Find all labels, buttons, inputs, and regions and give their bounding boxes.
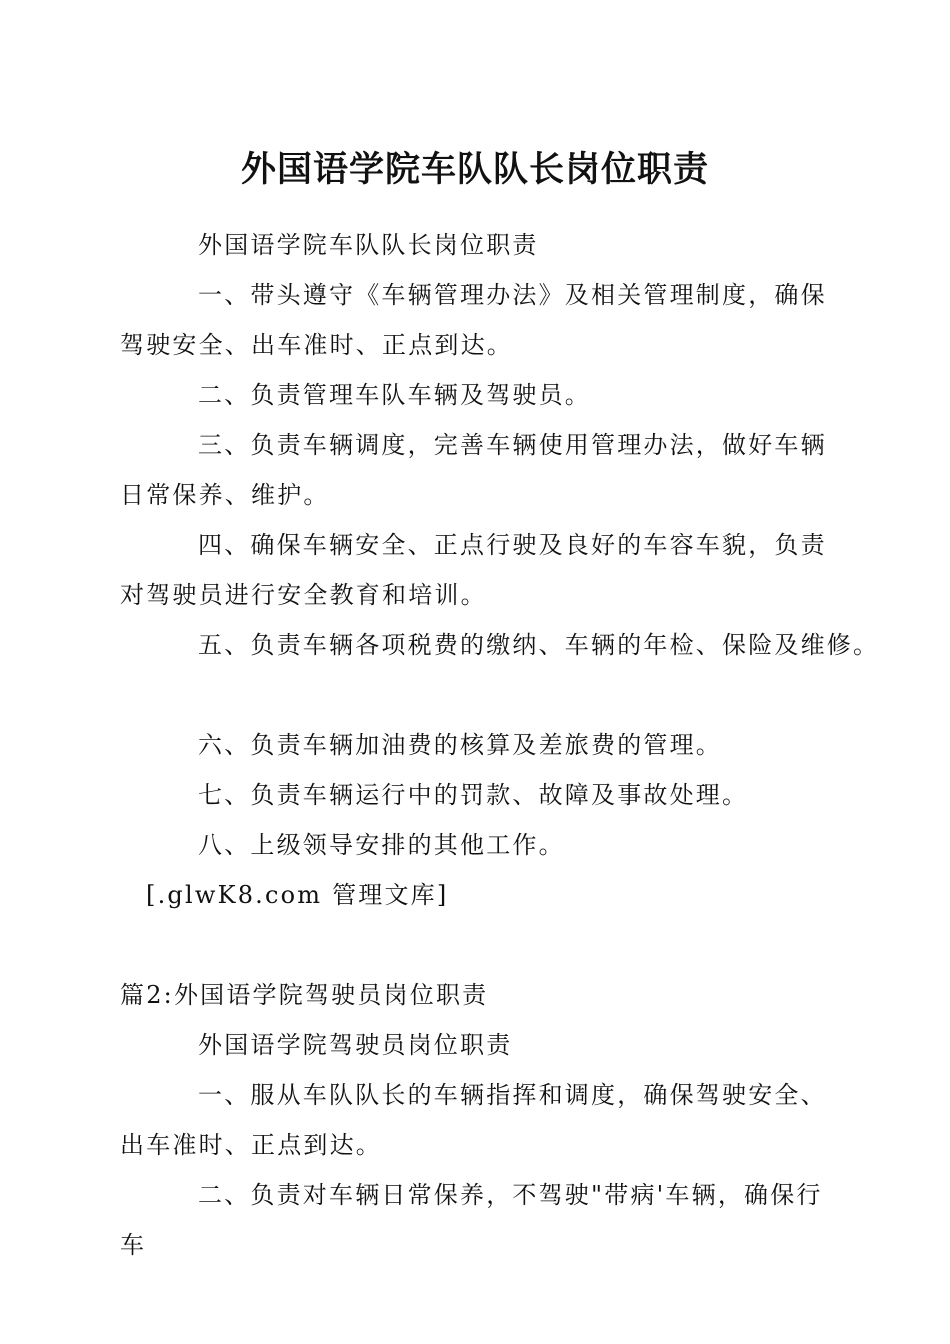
section1-item-2: 二、负责管理车队车辆及驾驶员。 bbox=[198, 381, 591, 409]
section1-item-8: 八、上级领导安排的其他工作。 bbox=[198, 831, 565, 859]
section1-item-5: 五、负责车辆各项税费的缴纳、车辆的年检、保险及维修。 bbox=[198, 631, 880, 659]
section1-item-7: 七、负责车辆运行中的罚款、故障及事故处理。 bbox=[198, 781, 749, 809]
blank-line bbox=[120, 670, 832, 720]
blank-line bbox=[120, 920, 832, 970]
section1-item-1: 一、带头遵守《车辆管理办法》及相关管理制度，确保驾驶安全、出车准时、正点到达。 bbox=[120, 281, 827, 359]
section1-item-6: 六、负责车辆加油费的核算及差旅费的管理。 bbox=[198, 731, 722, 759]
source-note: [.glwK8.com 管理文库] bbox=[146, 881, 449, 909]
section1-item-3: 三、负责车辆调度，完善车辆使用管理办法，做好车辆日常保养、维护。 bbox=[120, 431, 827, 509]
chapter-label: 篇2:外国语学院驾驶员岗位职责 bbox=[120, 981, 489, 1009]
section2-item-2: 二、负责对车辆日常保养，不驾驶"带病'车辆，确保行车 bbox=[120, 1181, 823, 1259]
section1-item-4: 四、确保车辆安全、正点行驶及良好的车容车貌，负责对驾驶员进行安全教育和培训。 bbox=[120, 531, 827, 609]
document-title: 外国语学院车队队长岗位职责 bbox=[240, 149, 709, 190]
document-body bbox=[120, 220, 880, 1270]
section1-heading: 外国语学院车队队长岗位职责 bbox=[198, 231, 539, 259]
section2-heading: 外国语学院驾驶员岗位职责 bbox=[198, 1031, 513, 1059]
section2-item-1: 一、服从车队队长的车辆指挥和调度，确保驾驶安全、出车准时、正点到达。 bbox=[120, 1081, 827, 1159]
